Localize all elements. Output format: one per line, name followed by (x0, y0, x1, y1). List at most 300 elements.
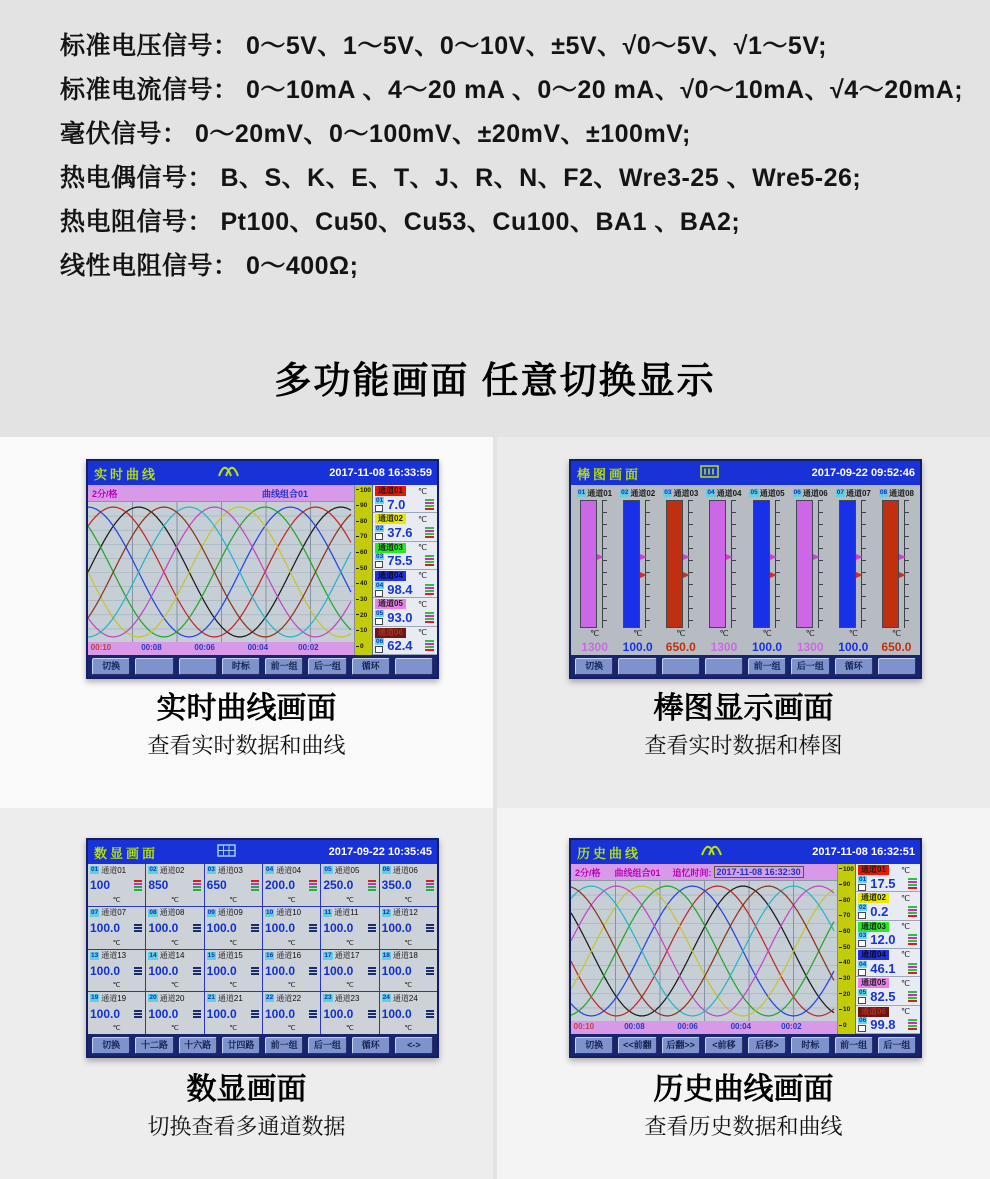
alarm-marker-high (813, 554, 820, 560)
channel-value: 100.0 (148, 921, 179, 936)
digital-cell-value-row (90, 961, 143, 982)
bar-fill (623, 500, 640, 628)
channel-name: 通道03 (375, 543, 406, 553)
screen-button[interactable]: 前一组 (265, 1037, 303, 1054)
channel-unit: ℃ (901, 1007, 910, 1017)
channel-number: 11 (324, 908, 332, 916)
channel-value: 100.0 (381, 1006, 412, 1021)
screen-button[interactable]: 切换 (92, 1037, 130, 1054)
digital-cell (321, 864, 378, 906)
screen-button[interactable]: 后一组 (878, 1037, 916, 1054)
screen-button[interactable]: <前移 (705, 1037, 743, 1054)
time-label: 00:06 (677, 1022, 698, 1031)
alarm-marker-high (899, 554, 906, 560)
channel-unit: ℃ (901, 950, 910, 960)
channel-unit: ℃ (404, 939, 413, 947)
channel-name: 通道17 (334, 951, 360, 960)
digital-grid (88, 864, 437, 1034)
digital-cell-value-row (382, 875, 435, 896)
channel-number: 22 (265, 994, 274, 1002)
channel-number: 09 (207, 908, 215, 916)
channel-checkbox[interactable] (858, 1025, 866, 1032)
screen-button[interactable]: 后翻>> (662, 1037, 700, 1054)
channel-number: 03 (859, 932, 867, 940)
channel-item (373, 542, 437, 570)
channel-unit: ℃ (112, 1025, 121, 1032)
spec-list (60, 24, 963, 288)
channel-number: 18 (382, 951, 390, 959)
alarm-stripes-icon (134, 880, 142, 891)
caption-title: 棒图显示画面 (653, 692, 834, 725)
curve-group-label: 曲线组合01 (614, 867, 661, 878)
axis-tick: 90 (839, 882, 850, 888)
digital-cell-header (148, 993, 201, 1003)
screen-button-blank[interactable] (135, 658, 173, 675)
digital-cell-header (323, 993, 376, 1003)
digital-display-screen (86, 838, 439, 1058)
channel-number-badge (375, 497, 384, 512)
channel-number: 06 (859, 1017, 867, 1025)
spec-line-resistance: 线性电阻信号： 0～400Ω; (60, 252, 359, 280)
bar-frame (619, 499, 656, 629)
plot-subbar (571, 864, 837, 880)
alarm-stripes-icon (426, 880, 434, 891)
channel-name: 通道02 (375, 514, 406, 524)
time-label: 00:10 (573, 1022, 595, 1031)
channel-name: 通道01 (101, 865, 127, 875)
caption-subtitle: 查看实时数据和棒图 (644, 733, 843, 758)
screen-button[interactable]: 前一组 (265, 658, 303, 675)
spec-line-voltage: 标准电压信号： 0～5V、1～5V、0～10V、±5V、√0～5V、√1～5V; (60, 32, 827, 60)
alarm-marker-high (597, 554, 604, 560)
channel-item-value-row (375, 638, 435, 654)
digital-cell-header (382, 993, 435, 1003)
realtime-curve-screen (86, 459, 439, 679)
axis-tick: 10 (356, 628, 367, 634)
screen-button[interactable]: 十六路 (179, 1037, 217, 1054)
menu-bars-icon (134, 924, 142, 932)
channel-unit: ℃ (346, 896, 354, 904)
screen-button[interactable]: <<前翻 (618, 1037, 656, 1054)
recall-time-value: 2017-11-08 16:32:30 (714, 866, 804, 878)
channel-item-value-row (858, 1017, 918, 1033)
alarm-marker-low (856, 572, 863, 578)
bargraph-screen (569, 459, 922, 679)
bar-unit: ℃ (762, 629, 772, 638)
screen-titlebar (571, 461, 920, 485)
axis-tick: 50 (839, 945, 850, 951)
spec-line-current: 标准电流信号： 0～10mA 、4～20 mA 、0～20 mA、√0～10mA、√4～20mA; (60, 76, 964, 104)
digital-cell-header (323, 951, 376, 961)
menu-bars-icon (426, 967, 434, 975)
channel-number: 06 (382, 866, 390, 873)
digital-cell (263, 907, 320, 949)
digital-cell (205, 907, 262, 949)
axis-tick: 60 (839, 929, 850, 935)
channel-item (856, 977, 920, 1005)
channel-number: 02 (376, 524, 384, 532)
menu-bars-icon (309, 924, 317, 932)
channel-name: 通道02 (630, 488, 656, 498)
channel-name: 通道03 (858, 922, 889, 932)
channel-checkbox[interactable] (375, 561, 383, 568)
channel-number: 05 (750, 489, 758, 496)
channel-number: 02 (859, 903, 867, 911)
screen-button-blank[interactable] (662, 658, 700, 675)
screen-title: 棒图画面 (577, 466, 642, 482)
channel-name: 通道13 (101, 951, 127, 960)
bar-scale-ruler (731, 500, 736, 628)
channel-name: 通道06 (802, 488, 828, 498)
channel-item-header (858, 950, 918, 960)
time-per-div-label: 2分/格 (575, 867, 601, 878)
bar-fill (796, 500, 813, 628)
channel-checkbox[interactable] (375, 505, 383, 512)
channel-name: 通道22 (276, 993, 302, 1003)
channel-number: 04 (859, 960, 867, 968)
channel-value: 100.0 (148, 963, 179, 978)
channel-checkbox[interactable] (858, 884, 866, 891)
channel-item-header (858, 978, 918, 988)
channel-value: 100.0 (264, 1006, 296, 1021)
channel-value: 62.4 (387, 638, 413, 654)
channel-name: 通道04 (375, 571, 406, 581)
axis-tick: 70 (356, 534, 367, 540)
bar-frame (792, 499, 829, 629)
digital-cell-header (265, 908, 318, 918)
channel-number: 12 (382, 908, 390, 916)
channel-item-value-row (858, 903, 918, 919)
recall-time-label: 追忆时间: (672, 867, 712, 878)
channel-number: 03 (664, 489, 672, 496)
digital-cell (263, 950, 320, 992)
digital-cell-header (207, 865, 260, 875)
screen-button[interactable]: 时标 (222, 658, 260, 675)
digital-cell-value-row (265, 918, 318, 939)
screen-button[interactable]: 前一组 (748, 658, 786, 675)
channel-value: 93.0 (387, 609, 413, 625)
channel-unit: ℃ (418, 486, 427, 496)
channel-unit: ℃ (287, 939, 296, 947)
alarm-marker-low (770, 572, 777, 578)
channel-name: 通道11 (334, 908, 359, 918)
digital-cell-value-row (265, 1003, 318, 1024)
channel-checkbox[interactable] (858, 997, 866, 1004)
bar-frame (576, 499, 613, 629)
channel-value: 100.0 (323, 963, 354, 978)
digital-cell-value-row (207, 875, 260, 896)
channel-item-value-row (858, 988, 918, 1004)
alarm-stripes-icon (908, 878, 917, 889)
digital-cell (88, 864, 145, 906)
channel-checkbox[interactable] (858, 940, 866, 947)
axis-tick: 70 (839, 913, 850, 919)
channel-item-header (858, 922, 918, 932)
channel-unit: ℃ (418, 543, 427, 553)
channel-item (856, 892, 920, 920)
digital-cell-value-row (323, 918, 376, 939)
digital-cell (263, 992, 320, 1034)
screen-button-blank[interactable] (395, 658, 433, 675)
digital-cell (146, 992, 203, 1034)
channel-name: 通道06 (392, 865, 418, 875)
button-bar (571, 655, 920, 677)
menu-bars-icon (193, 924, 201, 932)
channel-number: 13 (91, 951, 99, 959)
channel-name: 通道18 (392, 951, 418, 960)
bar-fill (753, 500, 770, 628)
screen-button[interactable]: 前一组 (835, 1037, 873, 1054)
screen-button[interactable]: 循环 (835, 658, 873, 675)
channel-unit: ℃ (171, 939, 179, 947)
channel-unit: ℃ (418, 628, 427, 638)
time-label: 00:02 (298, 643, 319, 652)
alarm-marker-high (726, 554, 733, 560)
menu-bars-icon (368, 1010, 376, 1018)
channel-checkbox[interactable] (858, 912, 866, 919)
channel-unit: ℃ (171, 896, 179, 904)
bar-unit: ℃ (719, 629, 729, 638)
channel-value: 100.0 (264, 921, 296, 936)
bar-scale-ruler (645, 500, 650, 628)
channel-number: 05 (859, 988, 867, 996)
bar-frame (878, 499, 915, 629)
channel-name: 通道04 (858, 950, 889, 960)
channel-unit: ℃ (901, 922, 910, 932)
caption-title: 数显画面 (186, 1073, 307, 1106)
axis-tick: 60 (356, 550, 367, 556)
screen-button-blank[interactable] (179, 658, 217, 675)
screen-title: 历史曲线 (577, 845, 642, 861)
screen-button[interactable]: <-> (395, 1037, 433, 1054)
channel-value: 100.0 (90, 921, 121, 936)
alarm-stripes-icon (425, 612, 434, 623)
channel-value: 7.0 (387, 496, 406, 512)
digital-cell-header (382, 865, 435, 875)
digital-cell (321, 907, 378, 949)
bar-value: 1300 (581, 640, 608, 654)
channel-name: 通道07 (845, 488, 871, 498)
channel-item-value-row (858, 875, 918, 891)
screen-titlebar (88, 840, 437, 864)
caption-bargraph (497, 689, 990, 763)
screen-button[interactable]: 切换 (575, 658, 613, 675)
alarm-stripes-icon (908, 963, 917, 974)
channel-item (373, 598, 437, 626)
bar-frame (835, 499, 872, 629)
channel-name: 通道21 (217, 993, 243, 1003)
curve-group-label: 曲线组合01 (261, 488, 308, 499)
panel-history-curve (497, 808, 990, 1179)
channel-name: 通道04 (276, 865, 302, 875)
channel-name: 通道10 (276, 908, 302, 918)
menu-bars-icon (309, 967, 317, 975)
channel-item-header (375, 514, 435, 524)
bar-scale-ruler (602, 500, 607, 628)
alarm-marker-high (683, 554, 690, 560)
channel-name: 通道05 (858, 978, 889, 988)
digital-cell (380, 950, 437, 992)
time-axis (571, 1021, 837, 1034)
channel-value: 17.5 (870, 875, 896, 891)
screen-body (571, 864, 920, 1034)
alarm-stripes-icon (425, 499, 434, 510)
bar-scale-ruler (775, 500, 780, 628)
screen-button[interactable]: 后一组 (308, 1037, 346, 1054)
channel-value: 75.5 (387, 553, 413, 569)
bar-fill (666, 500, 683, 628)
bar-value: 100.0 (838, 640, 869, 654)
grid-icon (217, 844, 245, 862)
bar-group (746, 487, 789, 655)
digital-cell-value-row (207, 1003, 260, 1024)
channel-unit: ℃ (418, 514, 427, 524)
screen-button[interactable]: 循环 (352, 1037, 390, 1054)
channel-list (855, 864, 920, 1034)
bar-value: 650.0 (665, 640, 696, 654)
screen-button[interactable]: 后移> (748, 1037, 786, 1054)
channel-value: 100 (90, 878, 111, 893)
channel-item-header (858, 1007, 918, 1017)
spec-line-millivolt: 毫伏信号： 0～20mV、0～100mV、±20mV、±100mV; (60, 120, 691, 148)
digital-cell-header (265, 951, 318, 961)
axis-scale (354, 485, 372, 655)
alarm-stripes-icon (425, 555, 434, 566)
channel-unit: ℃ (346, 982, 354, 990)
digital-cell-header (148, 951, 201, 961)
channel-unit: ℃ (346, 1025, 354, 1032)
channel-item (373, 627, 437, 655)
menu-bars-icon (251, 1010, 259, 1018)
screen-title: 数显画面 (94, 845, 159, 861)
channel-unit: ℃ (229, 896, 238, 904)
screen-button-blank[interactable] (878, 658, 916, 675)
screen-button[interactable]: 时标 (791, 1037, 829, 1054)
screen-button-blank[interactable] (705, 658, 743, 675)
digital-cell-value-row (148, 961, 201, 982)
alarm-stripes-icon (425, 584, 434, 595)
channel-number: 07 (91, 908, 99, 916)
digital-cell-header (382, 951, 435, 961)
panel-digital (0, 808, 493, 1179)
channel-unit: ℃ (229, 1025, 238, 1032)
channel-unit: ℃ (287, 982, 296, 990)
alarm-marker-high (856, 554, 863, 560)
channel-checkbox[interactable] (375, 533, 383, 540)
alarm-stripes-icon (368, 880, 376, 891)
channel-value: 650 (206, 878, 227, 893)
alarm-stripes-icon (908, 906, 917, 917)
screen-button[interactable]: 后一组 (308, 658, 346, 675)
bar-fill (839, 500, 856, 628)
bar-fill (882, 500, 899, 628)
bar-fill (580, 500, 597, 628)
channel-checkbox[interactable] (375, 646, 383, 653)
channel-item-value-row (858, 960, 918, 976)
channel-name: 通道08 (889, 488, 914, 498)
channel-item (373, 485, 437, 513)
digital-cell-value-row (90, 875, 143, 896)
digital-cell (205, 950, 262, 992)
channel-number-badge (375, 553, 384, 568)
screen-button[interactable]: 切换 (92, 658, 130, 675)
menu-bars-icon (309, 1010, 317, 1018)
channel-number: 15 (207, 951, 215, 959)
screen-button-blank[interactable] (618, 658, 656, 675)
channel-name: 通道06 (375, 628, 406, 638)
channel-number: 08 (149, 908, 157, 916)
channel-number: 19 (91, 994, 99, 1002)
channel-unit: ℃ (112, 896, 121, 904)
channel-unit: ℃ (346, 939, 354, 947)
caption-title: 历史曲线画面 (653, 1073, 834, 1106)
digital-cell-header (148, 865, 201, 875)
bar-channel-label (702, 487, 745, 499)
channel-unit: ℃ (404, 1025, 413, 1032)
digital-cell (321, 992, 378, 1034)
channel-checkbox[interactable] (375, 590, 383, 597)
bar-frame (662, 499, 699, 629)
digital-cell-value-row (382, 918, 435, 939)
axis-tick: 100 (356, 488, 371, 494)
channel-value: 98.4 (387, 581, 413, 597)
axis-tick: 80 (356, 519, 367, 525)
screen-button[interactable]: 后一组 (791, 658, 829, 675)
channel-number: 08 (879, 489, 888, 496)
screen-titlebar (88, 461, 437, 485)
channel-checkbox[interactable] (375, 618, 383, 625)
channel-checkbox[interactable] (858, 969, 866, 976)
channel-item (856, 949, 920, 977)
screen-button[interactable]: 十二路 (135, 1037, 173, 1054)
menu-bars-icon (368, 924, 376, 932)
channel-value: 37.6 (387, 524, 413, 540)
screen-datetime: 2017-11-08 16:32:51 (812, 846, 915, 858)
digital-cell-value-row (148, 1003, 201, 1024)
channel-value: 12.0 (870, 932, 896, 948)
digital-cell-value-row (207, 961, 260, 982)
channel-item-header (375, 628, 435, 638)
digital-cell (146, 907, 203, 949)
channel-value: 200.0 (264, 878, 296, 893)
screen-button[interactable]: 廿四路 (222, 1037, 260, 1054)
bar-channel-label (746, 487, 789, 499)
digital-cell-value-row (382, 961, 435, 982)
channel-number-badge (375, 638, 384, 653)
screen-body (88, 485, 437, 655)
menu-bars-icon (251, 967, 259, 975)
channel-item-header (375, 486, 435, 496)
channel-name: 通道05 (759, 488, 785, 498)
channel-number: 01 (376, 496, 384, 504)
screen-button[interactable]: 循环 (352, 658, 390, 675)
caption-subtitle: 查看历史数据和曲线 (644, 1114, 843, 1139)
caption-subtitle: 切换查看多通道数据 (147, 1114, 346, 1139)
bar-group (832, 487, 875, 655)
digital-cell-value-row (90, 918, 143, 939)
bar-channel-label (616, 487, 659, 499)
bar-unit: ℃ (590, 629, 600, 638)
channel-number: 02 (149, 866, 157, 873)
screen-button[interactable]: 切换 (575, 1037, 613, 1054)
channel-name: 通道01 (858, 865, 889, 875)
axis-tick: 20 (356, 613, 367, 619)
channel-value: 100.0 (206, 963, 237, 978)
channel-number: 03 (376, 553, 384, 561)
alarm-stripes-icon (425, 640, 434, 651)
bar-scale-ruler (818, 500, 823, 628)
digital-cell (88, 907, 145, 949)
